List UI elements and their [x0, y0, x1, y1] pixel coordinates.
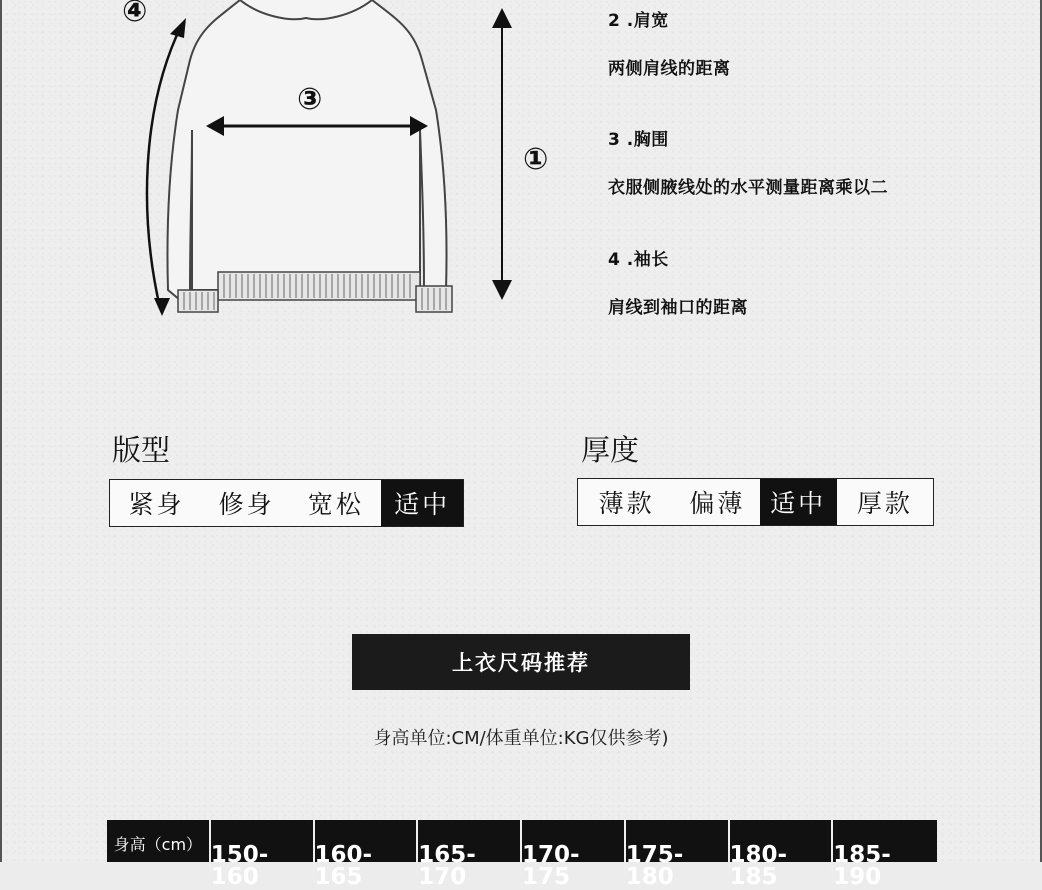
sweater-measurement-illustration: [120, 0, 560, 330]
fit-option-loose: 宽松: [307, 490, 364, 519]
definition-desc: 衣服侧腋线处的水平测量距离乘以二: [608, 178, 888, 198]
definition-title: 3 .胸围: [608, 130, 669, 150]
size-table: [107, 820, 937, 890]
marker-1: ①: [523, 142, 549, 177]
size-column: 165-170: [418, 820, 522, 876]
size-recommendation-banner: 上衣尺码推荐: [352, 634, 690, 690]
definition-desc: 两侧肩线的距离: [608, 59, 731, 79]
definition-desc: 肩线到袖口的距离: [608, 298, 748, 318]
fit-option-slim: 修身: [218, 490, 275, 519]
marker-3: ③: [297, 82, 323, 117]
size-column: 150-160: [211, 820, 315, 876]
size-column: 170-175: [522, 820, 626, 876]
size-unit-note: 身高单位:CM/体重单位:KG仅供参考): [373, 728, 669, 749]
thickness-label: 厚度: [581, 433, 640, 467]
fit-option-tight: 紧身: [128, 490, 185, 519]
size-column: 185-190: [833, 842, 891, 890]
size-column: 180-185: [730, 820, 834, 876]
size-column: 160-165: [315, 820, 419, 876]
fit-option-regular-selected: 适中: [381, 480, 463, 526]
thickness-option-thick: 厚款: [856, 489, 913, 518]
thickness-options: [577, 478, 934, 526]
size-column: 175-180: [626, 820, 730, 876]
definition-title: 4 .袖长: [608, 250, 669, 270]
fit-label: 版型: [112, 433, 171, 467]
definition-title: 2 .肩宽: [608, 11, 669, 31]
thickness-option-slightly-thin: 偏薄: [689, 489, 746, 518]
thickness-option-medium-selected: 适中: [760, 479, 837, 525]
fit-options: [109, 479, 464, 527]
marker-4: ④: [122, 0, 148, 29]
size-table-header-height: 身高（cm）: [107, 820, 211, 876]
thickness-option-thin: 薄款: [598, 489, 655, 518]
